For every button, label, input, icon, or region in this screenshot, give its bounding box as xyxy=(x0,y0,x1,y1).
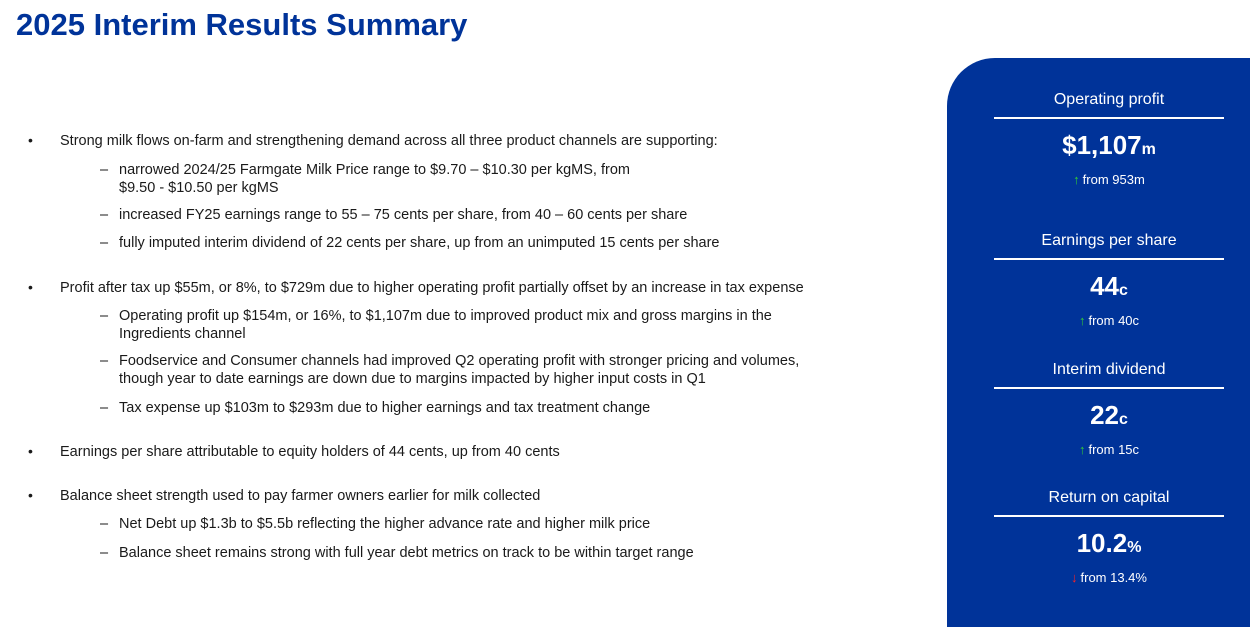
metric-change xyxy=(994,171,1224,189)
bullet-dot: • xyxy=(28,443,33,459)
sub-bullet-dash: – xyxy=(100,162,109,178)
metric-change xyxy=(994,569,1224,587)
bullet-dot: • xyxy=(28,279,33,295)
bullet-text: Balance sheet strength used to pay farmer owners earlier for milk collected xyxy=(60,488,541,504)
metric-value xyxy=(994,129,1224,161)
sub-bullet-text: fully imputed interim dividend of 22 cents per share, up from an unimputed 15 cents per share xyxy=(119,235,720,251)
bullet-text: Profit after tax up $55m, or 8%, to $729m due to higher operating profit partially offset by an increase in tax expense xyxy=(60,280,804,296)
metric-value xyxy=(994,527,1224,559)
metric-value-number: 22 xyxy=(1090,400,1119,430)
metric-value-unit: % xyxy=(1127,539,1142,556)
sub-bullet-dash: – xyxy=(100,516,109,532)
sub-bullet-text: Foodservice and Consumer channels had improved Q2 operating profit with stronger pricing and volumes, though year to date earnings are down due to margins impacted by higher input costs in Q1 xyxy=(119,353,800,387)
arrow-up-icon: ↑ xyxy=(1078,313,1086,328)
metric-change xyxy=(994,441,1224,459)
sub-bullet-dash: – xyxy=(100,353,109,369)
sub-bullet-dash: – xyxy=(100,308,109,324)
metric-change-text: from 40c xyxy=(1088,313,1140,328)
bullet-text: Earnings per share attributable to equity holders of 44 cents, up from 40 cents xyxy=(60,444,560,460)
bullet-text: Strong milk flows on-farm and strengthening demand across all three product channels are supporting: xyxy=(60,133,718,149)
metric-value-unit: c xyxy=(1119,411,1128,428)
metric-value-number: 44 xyxy=(1090,271,1119,301)
metric-earnings-per-share xyxy=(994,230,1224,330)
metric-divider xyxy=(994,515,1224,517)
metric-value-number: 10.2 xyxy=(1076,528,1128,558)
sub-bullet-text: increased FY25 earnings range to 55 – 75 cents per share, from 40 – 60 cents per share xyxy=(119,207,688,223)
page-title: 2025 Interim Results Summary xyxy=(16,7,468,42)
sub-bullet-text: Balance sheet remains strong with full year debt metrics on track to be within target range xyxy=(119,545,694,561)
metric-change-text: from 953m xyxy=(1082,172,1145,187)
metric-change-text: from 15c xyxy=(1088,442,1140,457)
metric-return-on-capital xyxy=(994,487,1224,587)
sub-bullet-text: Net Debt up $1.3b to $5.5b reflecting the higher advance rate and higher milk price xyxy=(119,516,651,532)
metric-value xyxy=(994,399,1224,431)
sub-bullet-dash: – xyxy=(100,400,109,416)
metric-interim-dividend xyxy=(994,359,1224,459)
metric-label: Interim dividend xyxy=(1052,361,1166,378)
metric-value-number: 1,107 xyxy=(1076,130,1142,160)
sub-bullet-dash: – xyxy=(100,235,109,251)
metric-change xyxy=(994,312,1224,330)
metric-label: Operating profit xyxy=(1053,91,1165,108)
metric-value xyxy=(994,270,1224,302)
arrow-up-icon: ↑ xyxy=(1078,442,1086,457)
metric-divider xyxy=(994,387,1224,389)
sub-bullet-text: Tax expense up $103m to $293m due to higher earnings and tax treatment change xyxy=(119,400,651,416)
sub-bullet-dash: – xyxy=(100,207,109,223)
bullet-dot: • xyxy=(28,487,33,503)
arrow-down-icon: ↓ xyxy=(1071,570,1078,585)
metric-divider xyxy=(994,258,1224,260)
sub-bullet-text: Operating profit up $154m, or 16%, to $1,107m due to improved product mix and gross margins in the Ingredients channel xyxy=(119,308,772,342)
metrics-panel xyxy=(947,58,1250,627)
metric-value-unit: m xyxy=(1141,141,1156,158)
metric-value-unit: c xyxy=(1119,282,1128,299)
metric-operating-profit xyxy=(994,89,1224,189)
bullet-dot: • xyxy=(28,132,33,148)
metric-label: Earnings per share xyxy=(1041,232,1177,249)
sub-bullet-text: narrowed 2024/25 Farmgate Milk Price range to $9.70 – $10.30 per kgMS, from $9.50 - $10.50 per kgMS xyxy=(119,162,630,196)
metric-divider xyxy=(994,117,1224,119)
metric-label: Return on capital xyxy=(1048,489,1170,506)
sub-bullet-dash: – xyxy=(100,545,109,561)
metric-value-prefix: $ xyxy=(1062,130,1077,160)
arrow-up-icon: ↑ xyxy=(1073,172,1080,187)
metric-change-text: from 13.4% xyxy=(1080,570,1147,585)
